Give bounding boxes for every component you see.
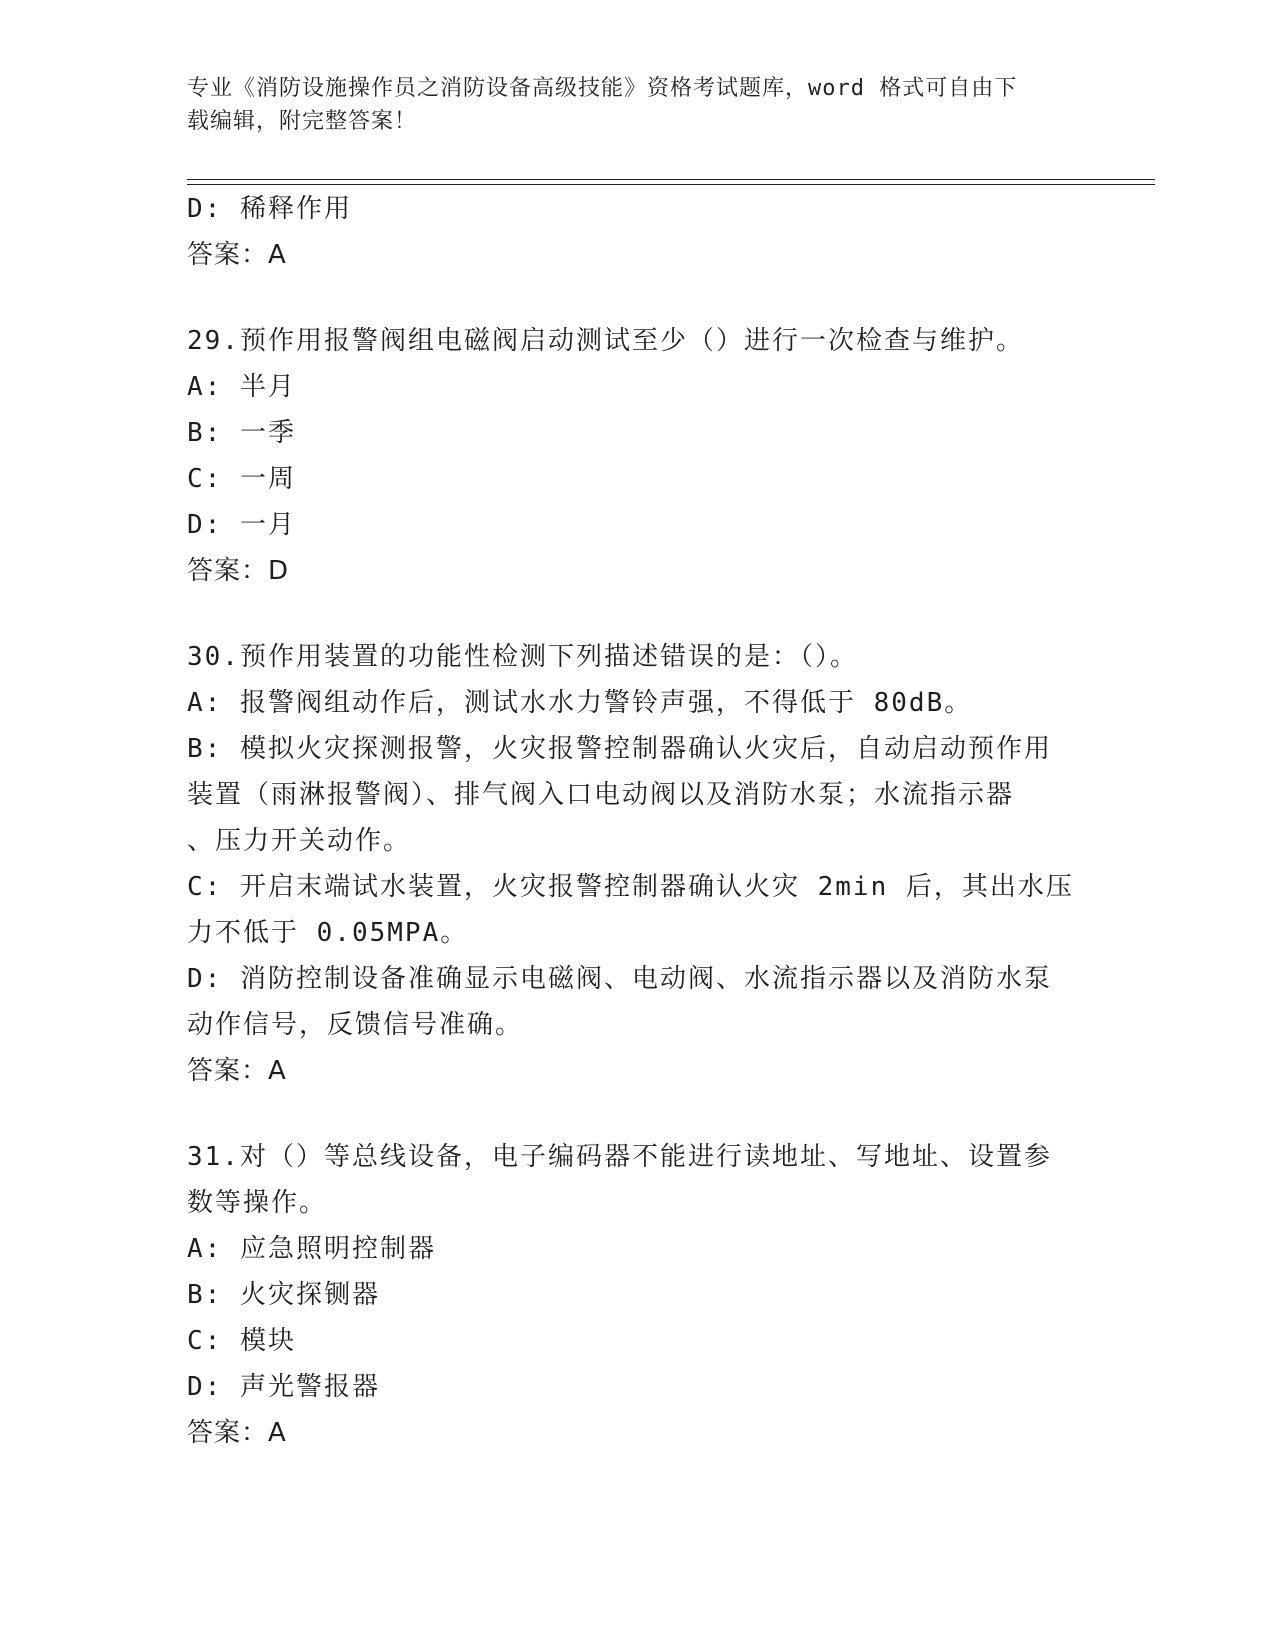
option-c-line-2: 力不低于 0.05MPA。 [187, 918, 469, 948]
option-b: B: 火灾探铡器 [187, 1280, 380, 1310]
answer-line: 答案：A [187, 240, 287, 270]
answer-line: 答案：A [187, 1418, 287, 1448]
option-c-line-1: C: 开启末端试水装置，火灾报警控制器确认火灾 2min 后，其出水压 [187, 872, 1074, 902]
question-29 [187, 318, 1087, 594]
option-a [187, 680, 1087, 726]
header-line-1: 专业《消防设施操作员之消防设备高级技能》资格考试题库，word 格式可自由下 [187, 76, 1018, 101]
question-list [187, 186, 1087, 1456]
question-stem: 30.预作用装置的功能性检测下列描述错误的是：（）。 [187, 642, 858, 672]
option-c [187, 864, 1087, 956]
option-b-line-3: 、压力开关动作。 [187, 826, 412, 856]
question-31 [187, 1134, 1087, 1456]
option-a: A: 半月 [187, 372, 296, 402]
option-d: D: 一月 [187, 510, 296, 540]
option-a-line-1: A: 报警阀组动作后，测试水水力警铃声强，不得低于 80dB。 [187, 688, 973, 718]
answer-line: 答案：A [187, 1056, 287, 1086]
header-divider-top [187, 179, 1155, 180]
question-stem-line-1: 31.对（）等总线设备，电子编码器不能进行读地址、写地址、设置参 [187, 1142, 1052, 1172]
option-d: D: 稀释作用 [187, 194, 352, 224]
option-c: C: 一周 [187, 464, 296, 494]
option-d: D: 声光警报器 [187, 1372, 380, 1402]
option-a: A: 应急照明控制器 [187, 1234, 436, 1264]
question-stem: 29.预作用报警阀组电磁阀启动测试至少（）进行一次检查与维护。 [187, 326, 1024, 356]
option-d-line-1: D: 消防控制设备准确显示电磁阀、电动阀、水流指示器以及消防水泵 [187, 964, 1052, 994]
question-30 [187, 634, 1087, 1094]
option-c: C: 模块 [187, 1326, 296, 1356]
option-d [187, 956, 1087, 1048]
header-line-2: 载编辑，附完整答案！ [187, 109, 418, 134]
document-header [187, 72, 1067, 138]
header-divider-bottom [187, 184, 1155, 185]
prev-question-tail [187, 186, 1087, 278]
option-b-line-1: B: 模拟火灾探测报警，火灾报警控制器确认火灾后，自动启动预作用 [187, 734, 1052, 764]
option-b-line-2: 装置（雨淋报警阀）、排气阀入口电动阀以及消防水泵；水流指示器 [187, 780, 1015, 810]
option-b [187, 726, 1087, 864]
option-b: B: 一季 [187, 418, 296, 448]
answer-line: 答案：D [187, 556, 290, 586]
question-stem-line-2: 数等操作。 [187, 1188, 328, 1218]
option-d-line-2: 动作信号，反馈信号准确。 [187, 1010, 524, 1040]
